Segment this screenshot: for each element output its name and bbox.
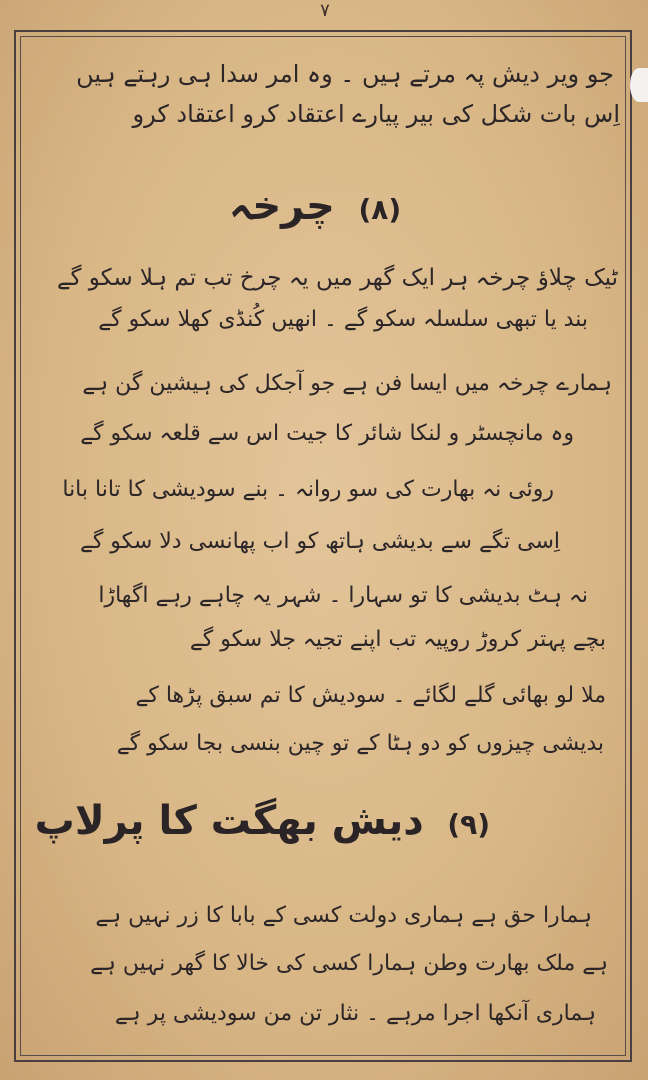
intro-line-2: اِس بات شکل کی بیر پیارے اعتقاد کرو اعتقاد کرو — [132, 100, 620, 128]
section-9-number: (۹) — [447, 808, 490, 841]
section-8-line-5: روئی نہ بھارت کی سو روانہ ۔ بنے سودیشی کا تانا بانا — [62, 477, 554, 502]
section-8-number: (۸) — [358, 193, 402, 226]
section-9-line-2: ہے ملک بھارت وطن ہمارا کسی کی خالا کا گھر نہیں ہے — [90, 951, 608, 976]
binding-hole — [630, 68, 648, 102]
section-8-line-8: بچے پہتر کروڑ روپیہ تب اپنے تجیہ جلا سکو گے — [189, 627, 606, 652]
section-8-line-10: بدیشی چیزوں کو دو ہٹا کے تو چین بنسی بجا سکو گے — [116, 731, 604, 756]
section-8-heading — [150, 183, 480, 229]
section-8-line-7: نہ ہٹ بدیشی کا تو سہارا ۔ شہر یہ چاہے رہے اگھاڑا — [98, 583, 588, 608]
section-9-line-1: ہمارا حق ہے ہماری دولت کسی کے بابا کا زر نہیں ہے — [95, 903, 592, 928]
section-8-line-1: ٹیک چلاؤ چرخہ ہر ایک گھر میں یہ چرخ تب تم ہلا سکو گے — [57, 265, 618, 291]
section-9-line-3: ہماری آنکھا اجرا مرہے ۔ نثار تن من سودیشی پر ہے — [114, 1001, 596, 1026]
section-8-title: چرخہ — [228, 183, 335, 229]
section-8-line-3: ہمارے چرخہ میں ایسا فن ہے جو آجکل کی ہیشین گن ہے — [82, 371, 612, 396]
section-8-line-2: بند یا تبھی سلسلہ سکو گے ۔ انھیں کُنڈی کھلا سکو گے — [98, 307, 588, 332]
page-number: ۷ — [320, 0, 330, 21]
section-9-heading — [34, 798, 490, 844]
section-8-line-4: وہ مانچسٹر و لنکا شائر کا جیت اس سے قلعہ سکو گے — [80, 421, 574, 446]
intro-line-1: جو ویر دیش پہ مرتے ہیں ۔ وہ امر سدا ہی رہتے ہیں — [76, 60, 614, 88]
section-9-title: دیش بھگت کا پرلاپ — [34, 798, 424, 844]
section-8-line-6: اِسی تگے سے بدیشی ہاتھ کو اب پھانسی دلا سکو گے — [79, 529, 560, 554]
section-8-line-9: ملا لو بھائی گلے لگائے ۔ سودیش کا تم سبق پڑھا کے — [135, 683, 606, 708]
